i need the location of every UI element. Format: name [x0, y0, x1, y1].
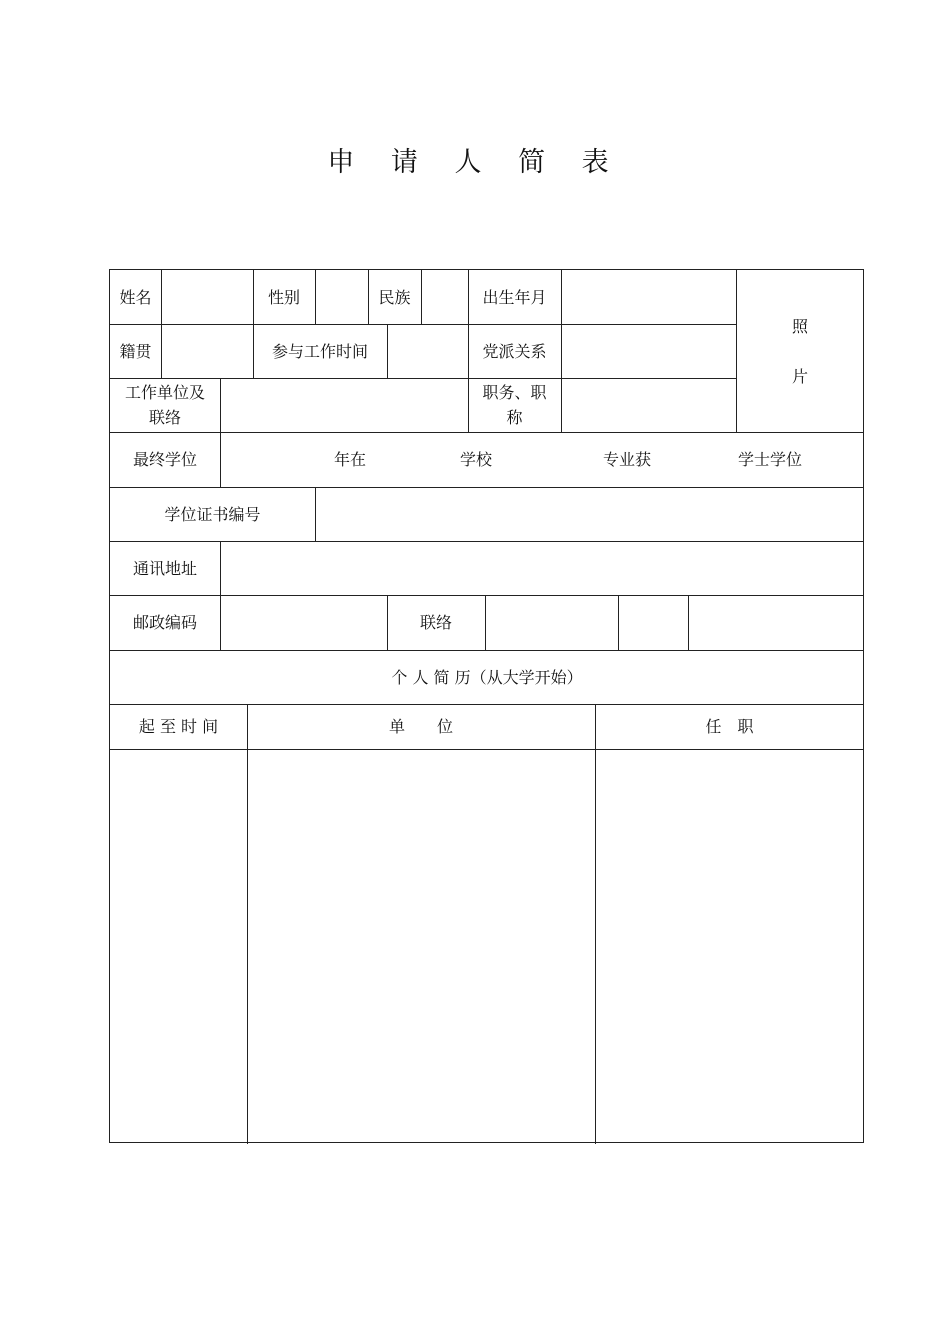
contact-field-1[interactable] [486, 596, 617, 649]
resume-heading: 个 人 简 历（从大学开始） [391, 667, 583, 687]
resume-col-unit: 单 位 [388, 717, 453, 736]
contact-field-3[interactable] [689, 596, 863, 649]
label-employer-line2: 联络 [148, 408, 181, 427]
resume-col-role: 任 职 [705, 717, 754, 736]
contact-field-2[interactable] [619, 596, 687, 649]
label-contact: 联络 [419, 613, 452, 632]
page-title: 申 请 人 简 表 [327, 147, 623, 178]
label-party: 党派关系 [482, 341, 547, 361]
party-field[interactable] [562, 325, 735, 377]
label-work-start: 参与工作时间 [271, 341, 368, 361]
label-employer [110, 378, 220, 432]
label-native-place: 籍贯 [119, 341, 152, 361]
label-position-line1: 职务、职 [482, 383, 547, 402]
birth-field[interactable] [562, 271, 735, 323]
label-gender: 性别 [267, 287, 300, 307]
photo-label-line1: 照 [791, 317, 808, 336]
label-certificate-no: 学位证书编号 [164, 504, 261, 524]
position-field[interactable] [562, 379, 735, 431]
label-postcode: 邮政编码 [132, 613, 197, 632]
name-field[interactable] [162, 271, 252, 323]
work-start-field[interactable] [388, 325, 467, 377]
ethnicity-field[interactable] [422, 271, 467, 323]
label-birth: 出生年月 [482, 287, 547, 307]
degree-type-text: 学士学位 [737, 450, 802, 469]
degree-major-text: 专业获 [602, 450, 651, 469]
gender-field[interactable] [316, 271, 367, 323]
photo-label-line2: 片 [791, 367, 808, 386]
label-name: 姓名 [119, 287, 152, 307]
resume-unit-field[interactable] [248, 750, 594, 1143]
resume-period-field[interactable] [111, 750, 246, 1143]
label-ethnicity: 民族 [378, 287, 411, 307]
degree-year-text: 年在 [333, 450, 366, 469]
degree-school-text: 学校 [459, 450, 492, 469]
label-position-line2: 称 [506, 408, 523, 427]
native-place-field[interactable] [162, 325, 252, 377]
application-form [109, 269, 864, 1143]
label-employer-line1: 工作单位及 [124, 383, 205, 402]
certificate-no-field[interactable] [316, 488, 863, 540]
photo-box[interactable] [737, 270, 864, 432]
address-field[interactable] [221, 542, 863, 594]
employer-field[interactable] [221, 379, 467, 431]
label-degree: 最终学位 [132, 450, 197, 469]
postcode-field[interactable] [221, 596, 386, 649]
label-position [468, 378, 561, 432]
resume-col-period: 起 至 时 间 [138, 717, 219, 736]
label-address: 通讯地址 [132, 558, 197, 578]
resume-role-field[interactable] [596, 750, 863, 1143]
